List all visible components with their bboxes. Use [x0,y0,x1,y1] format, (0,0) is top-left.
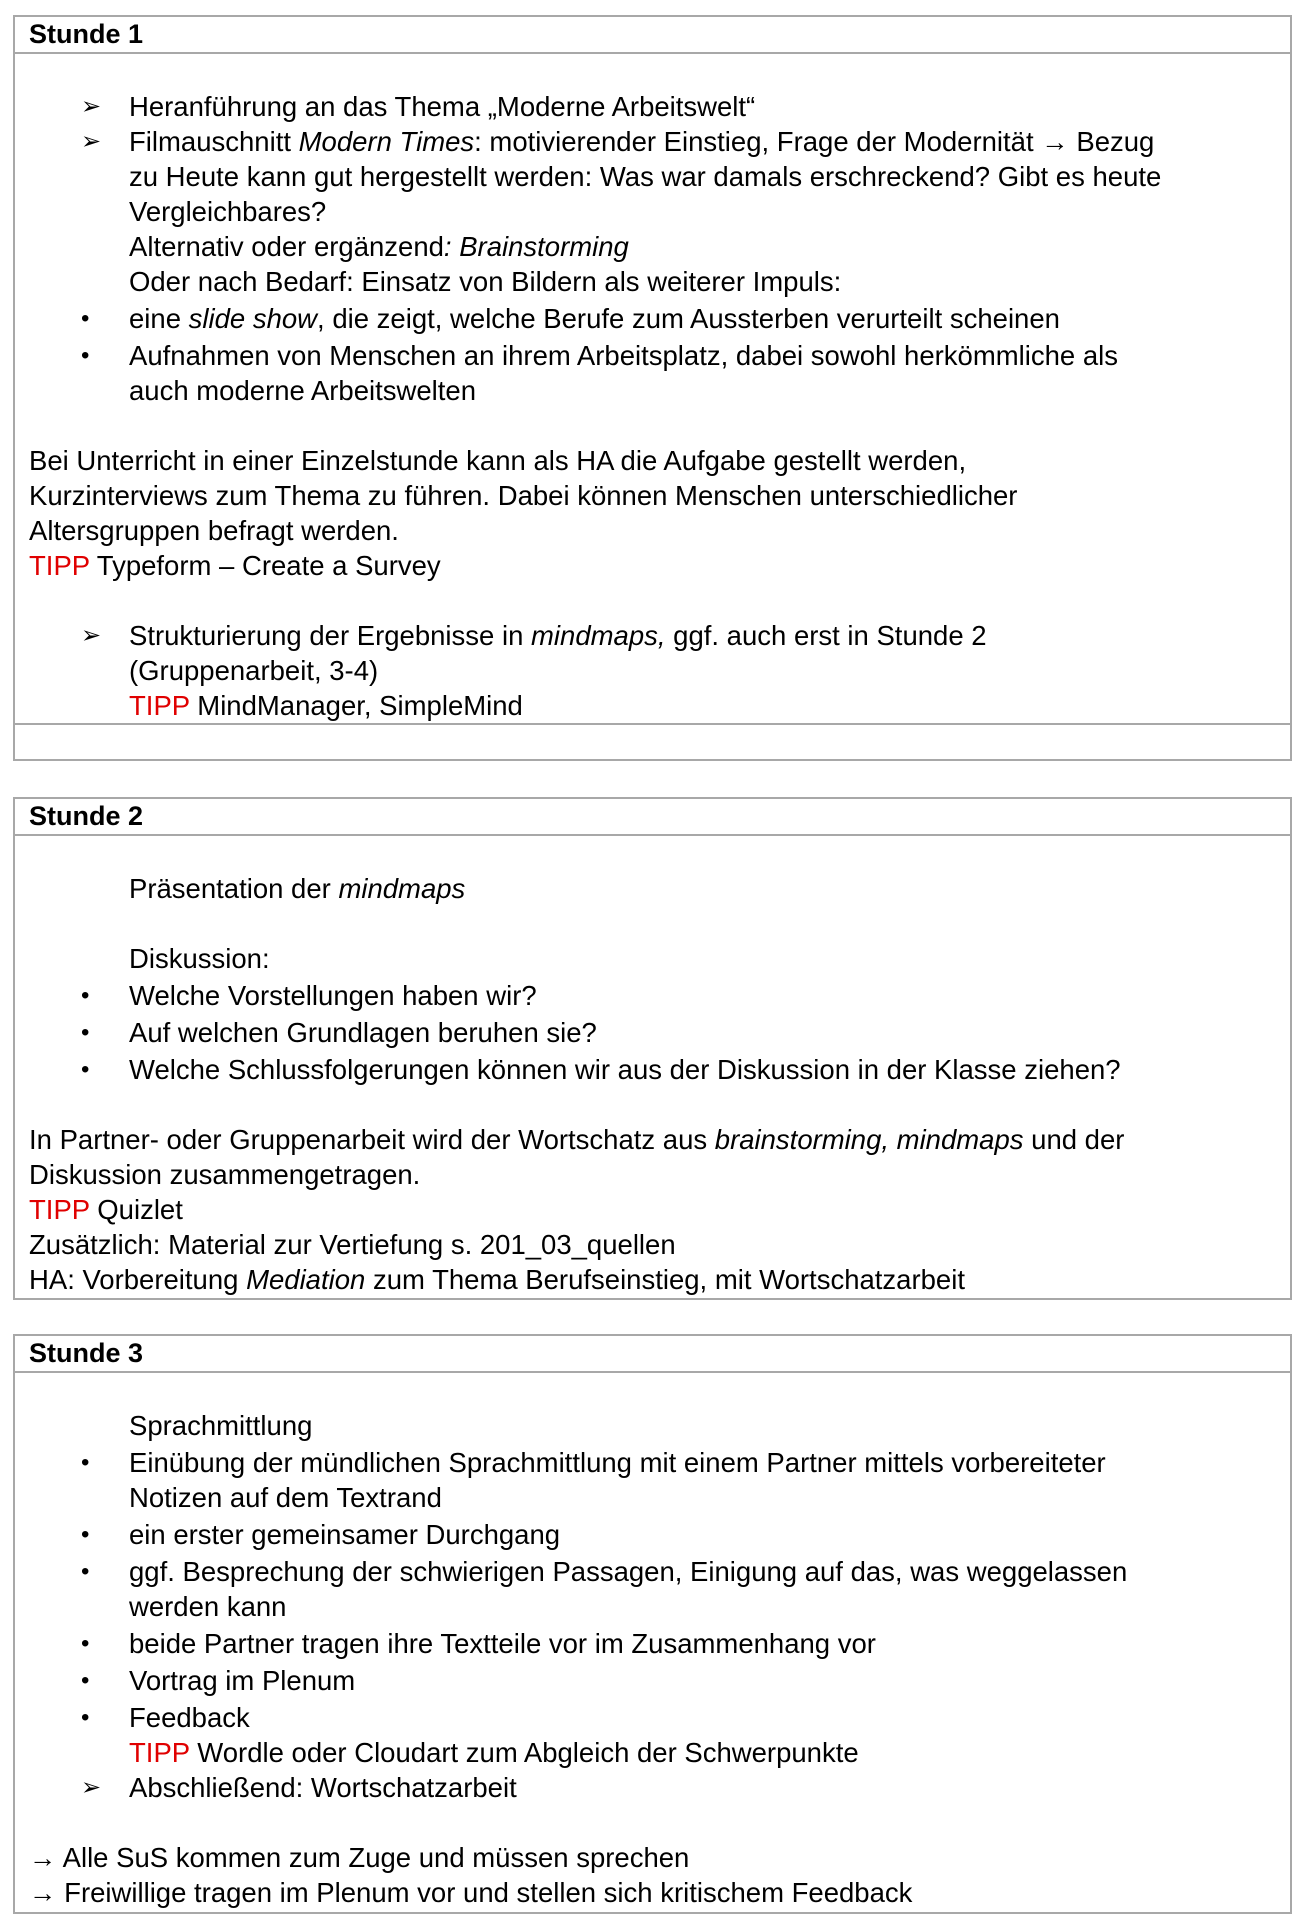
stunde-1-empty-row [15,723,1290,759]
dot-bullet-icon: • [81,1558,90,1585]
arrow-bullet-icon: ➢ [81,622,102,649]
stunde-1-line: Bei Unterricht in einer Einzelstunde kann als HA die Aufgabe gestellt werden, [29,445,967,476]
stunde-1-line: Aufnahmen von Menschen an ihrem Arbeitsplatz, dabei sowohl herkömmliche als [129,340,1118,371]
stunde-1-line: Alternativ oder ergänzend: Brainstorming [129,231,629,262]
dot-bullet-icon: • [81,1630,90,1657]
stunde-1-line: eine slide show, die zeigt, welche Berufe zum Aussterben verurteilt scheinen [129,303,1060,334]
stunde-2-line: Zusätzlich: Material zur Vertiefung s. 201_03_quellen [29,1229,676,1260]
dot-bullet-icon: • [81,1704,90,1731]
stunde-1-line: Oder nach Bedarf: Einsatz von Bildern als weiterer Impuls: [129,266,842,297]
stunde-3-line: Notizen auf dem Textrand [129,1482,442,1513]
stunde-1-title: Stunde 1 [15,17,1290,54]
stunde-3-line: → Freiwillige tragen im Plenum vor und stellen sich kritischem Feedback [29,1877,913,1908]
stunde-2-line: Präsentation der mindmaps [129,873,466,904]
stunde-1-line: Vergleichbares? [129,196,327,227]
stunde-3-line: ein erster gemeinsamer Durchgang [129,1519,561,1550]
dot-bullet-icon: • [81,1521,90,1548]
stunde-1-box [13,15,1292,761]
stunde-1-line: Filmauschnitt Modern Times: motivierender Einstieg, Frage der Modernität → Bezug [129,126,1155,157]
arrow-bullet-icon: ➢ [81,93,102,120]
dot-bullet-icon: • [81,1019,90,1046]
stunde-2-line: Welche Vorstellungen haben wir? [129,980,537,1011]
stunde-1-line: (Gruppenarbeit, 3-4) [129,655,379,686]
dot-bullet-icon: • [81,1056,90,1083]
stunde-3-line: Sprachmittlung [129,1410,313,1441]
arrow-bullet-icon: ➢ [81,128,102,155]
dot-bullet-icon: • [81,1449,90,1476]
dot-bullet-icon: • [81,1667,90,1694]
stunde-2-box [13,797,1292,1300]
stunde-3-line: Einübung der mündlichen Sprachmittlung mit einem Partner mittels vorbereiteter [129,1447,1106,1478]
stunde-3-title: Stunde 3 [15,1336,1290,1373]
stunde-3-line: beide Partner tragen ihre Textteile vor im Zusammenhang vor [129,1628,876,1659]
stunde-2-line: Diskussion zusammengetragen. [29,1159,421,1190]
stunde-1-line: Altersgruppen befragt werden. [29,515,399,546]
stunde-1-line: auch moderne Arbeitswelten [129,375,477,406]
stunde-2-title: Stunde 2 [15,799,1290,836]
stunde-1-line: Kurzinterviews zum Thema zu führen. Dabei können Menschen unterschiedlicher [29,480,1018,511]
stunde-2-line: Welche Schlussfolgerungen können wir aus der Diskussion in der Klasse ziehen? [129,1054,1121,1085]
tipp-line: TIPP Wordle oder Cloudart zum Abgleich der Schwerpunkte [129,1737,859,1768]
stunde-2-line: In Partner- oder Gruppenarbeit wird der Wortschatz aus brainstorming, mindmaps und der [29,1124,1125,1155]
stunde-1-line: Strukturierung der Ergebnisse in mindmaps, ggf. auch erst in Stunde 2 [129,620,987,651]
arrow-bullet-icon: ➢ [81,1774,102,1801]
stunde-3-line: → Alle SuS kommen zum Zuge und müssen sprechen [29,1842,690,1873]
tipp-line: TIPP MindManager, SimpleMind [129,690,523,721]
stunde-2-line: HA: Vorbereitung Mediation zum Thema Berufseinstieg, mit Wortschatzarbeit [29,1264,965,1295]
stunde-3-line: ggf. Besprechung der schwierigen Passagen, Einigung auf das, was weggelassen [129,1556,1128,1587]
stunde-3-line: Feedback [129,1702,250,1733]
stunde-3-line: Abschließend: Wortschatzarbeit [129,1772,517,1803]
stunde-2-line: Diskussion: [129,943,270,974]
stunde-2-line: Auf welchen Grundlagen beruhen sie? [129,1017,597,1048]
stunde-1-line: zu Heute kann gut hergestellt werden: Was war damals erschreckend? Gibt es heute [129,161,1162,192]
dot-bullet-icon: • [81,342,90,369]
dot-bullet-icon: • [81,982,90,1009]
stunde-3-line: werden kann [129,1591,287,1622]
tipp-line: TIPP Typeform – Create a Survey [29,550,441,581]
tipp-line: TIPP Quizlet [29,1194,183,1225]
dot-bullet-icon: • [81,305,90,332]
stunde-1-line: Heranführung an das Thema „Moderne Arbeitswelt“ [129,91,756,122]
stunde-3-box [13,1334,1292,1914]
stunde-3-line: Vortrag im Plenum [129,1665,356,1696]
